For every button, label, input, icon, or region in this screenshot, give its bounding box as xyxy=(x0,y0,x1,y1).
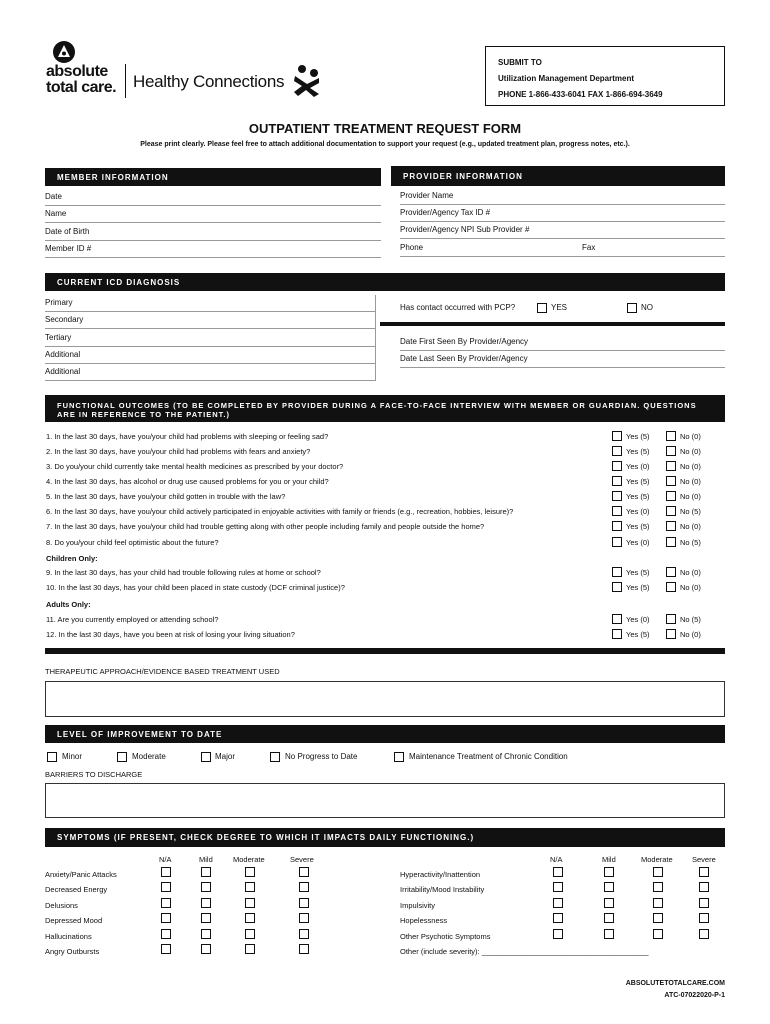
symptom-degree-left-2: Moderate xyxy=(233,855,265,864)
functional-question-6: 6. In the last 30 days, have you/your child actively participated in enjoyable activities with family or friends (e.g., recreation, hobbies, leisure)? xyxy=(46,507,514,516)
brand-name-line2: total care. xyxy=(46,79,117,96)
question-10-no-label: No (0) xyxy=(680,583,701,592)
question-11-yes-checkbox[interactable] xyxy=(612,614,622,624)
question-9-no-checkbox[interactable] xyxy=(666,567,676,577)
symptom-left-1-degree-3-checkbox[interactable] xyxy=(299,867,309,877)
icd-divider-bar xyxy=(380,322,725,326)
question-4-no-label: No (0) xyxy=(680,477,701,486)
question-12-yes-checkbox[interactable] xyxy=(612,629,622,639)
symptom-left-2-degree-0-checkbox[interactable] xyxy=(161,882,171,892)
symptom-left-6-degree-2-checkbox[interactable] xyxy=(245,944,255,954)
children-only-label: Children Only: xyxy=(46,554,98,563)
submit-to-label: SUBMIT TO xyxy=(498,58,542,67)
question-6-no-label: No (5) xyxy=(680,507,701,516)
question-11-no-label: No (5) xyxy=(680,615,701,624)
member-dob-field[interactable]: Date of Birth xyxy=(45,224,381,241)
symptom-right-1-degree-2-checkbox[interactable] xyxy=(653,867,663,877)
symptom-degree-right-1: Mild xyxy=(602,855,616,864)
question-3-no-checkbox[interactable] xyxy=(666,461,676,471)
question-8-no-label: No (5) xyxy=(680,538,701,547)
symptom-left-4-degree-0-checkbox[interactable] xyxy=(161,913,171,923)
symptom-left-5: Hallucinations xyxy=(45,932,92,941)
question-4-yes-checkbox[interactable] xyxy=(612,476,622,486)
question-9-no-label: No (0) xyxy=(680,568,701,577)
functional-question-5: 5. In the last 30 days, have you/your child gotten in trouble with the law? xyxy=(46,492,286,501)
question-12-no-label: No (0) xyxy=(680,630,701,639)
question-9-yes-label: Yes (5) xyxy=(626,568,650,577)
form-title: OUTPATIENT TREATMENT REQUEST FORM xyxy=(248,121,522,136)
barriers-label: BARRIERS TO DISCHARGE xyxy=(45,770,143,779)
symptom-right-4-degree-0-checkbox[interactable] xyxy=(553,913,563,923)
member-info-header: MEMBER INFORMATION xyxy=(45,168,381,186)
symptom-left-4-degree-3-checkbox[interactable] xyxy=(299,913,309,923)
symptom-right-3-degree-3-checkbox[interactable] xyxy=(699,898,709,908)
functional-question-1: 1. In the last 30 days, have you/your child had problems with sleeping or feeling sad? xyxy=(46,432,329,441)
symptom-left-3-degree-3-checkbox[interactable] xyxy=(299,898,309,908)
question-9-yes-checkbox[interactable] xyxy=(612,567,622,577)
symptom-right-2-degree-3-checkbox[interactable] xyxy=(699,882,709,892)
improvement-major-label: Major xyxy=(215,752,236,761)
symptom-right-4: Hopelessness xyxy=(400,916,448,925)
member-date-field[interactable]: Date xyxy=(45,189,381,206)
question-6-yes-label: Yes (0) xyxy=(626,507,650,516)
symptom-left-1: Anxiety/Panic Attacks xyxy=(45,870,117,879)
partner-name: Healthy Connections xyxy=(133,72,285,91)
provider-fax-label: Fax xyxy=(582,243,596,252)
symptom-right-2-degree-1-checkbox[interactable] xyxy=(604,882,614,892)
question-2-yes-label: Yes (5) xyxy=(626,447,650,456)
functional-question-3: 3. Do you/your child currently take mental health medicines as prescribed by your doctor? xyxy=(46,462,344,471)
pcp-yes-label: YES xyxy=(551,303,568,312)
icd-tertiary-field[interactable]: Tertiary xyxy=(45,330,375,347)
functional-question-12: 12. In the last 30 days, have you been at risk of losing your living situation? xyxy=(46,630,295,639)
pcp-no-label: NO xyxy=(641,303,653,312)
symptom-right-1-degree-3-checkbox[interactable] xyxy=(699,867,709,877)
symptom-right-3: Impulsivity xyxy=(400,901,436,910)
symptom-degree-left-1: Mild xyxy=(199,855,213,864)
question-1-no-checkbox[interactable] xyxy=(666,431,676,441)
symptom-left-2-degree-2-checkbox[interactable] xyxy=(245,882,255,892)
logo-divider xyxy=(125,64,126,98)
question-2-no-label: No (0) xyxy=(680,447,701,456)
member-name-field[interactable]: Name xyxy=(45,206,381,223)
icd-additional-field-2[interactable]: Additional xyxy=(45,364,375,381)
symptom-right-3-degree-2-checkbox[interactable] xyxy=(653,898,663,908)
question-5-yes-label: Yes (5) xyxy=(626,492,650,501)
symptom-right-1-degree-0-checkbox[interactable] xyxy=(553,867,563,877)
icd-additional-field-1[interactable]: Additional xyxy=(45,347,375,364)
absolute-logo-icon xyxy=(52,40,76,64)
question-10-no-checkbox[interactable] xyxy=(666,582,676,592)
symptom-left-4-degree-1-checkbox[interactable] xyxy=(201,913,211,923)
symptom-right-3-degree-1-checkbox[interactable] xyxy=(604,898,614,908)
improvement-header: LEVEL OF IMPROVEMENT TO DATE xyxy=(45,725,725,743)
date-last-seen-field[interactable]: Date Last Seen By Provider/Agency xyxy=(400,351,725,368)
question-1-no-label: No (0) xyxy=(680,432,701,441)
provider-name-field[interactable]: Provider Name xyxy=(400,188,725,205)
symptom-left-4-degree-2-checkbox[interactable] xyxy=(245,913,255,923)
improvement-maintenance-label: Maintenance Treatment of Chronic Condition xyxy=(409,752,568,761)
provider-tax-id-field[interactable]: Provider/Agency Tax ID # xyxy=(400,205,725,222)
symptom-left-4: Depressed Mood xyxy=(45,916,103,925)
date-first-seen-field[interactable]: Date First Seen By Provider/Agency xyxy=(400,334,725,351)
symptom-left-6-degree-0-checkbox[interactable] xyxy=(161,944,171,954)
question-2-yes-checkbox[interactable] xyxy=(612,446,622,456)
therapeutic-divider-bar xyxy=(45,648,725,654)
symptom-left-6-degree-1-checkbox[interactable] xyxy=(201,944,211,954)
improvement-moderate-checkbox[interactable] xyxy=(117,752,127,762)
question-7-no-label: No (0) xyxy=(680,522,701,531)
symptom-left-6-degree-3-checkbox[interactable] xyxy=(299,944,309,954)
footer-form-code: ATC-07022020-P-1 xyxy=(664,992,725,999)
question-4-no-checkbox[interactable] xyxy=(666,476,676,486)
pcp-no-checkbox[interactable] xyxy=(627,303,637,313)
improvement-no-progress-label: No Progress to Date xyxy=(285,752,358,761)
question-6-no-checkbox[interactable] xyxy=(666,506,676,516)
symptom-left-2-degree-1-checkbox[interactable] xyxy=(201,882,211,892)
symptom-right-5-degree-3-checkbox[interactable] xyxy=(699,929,709,939)
brand-name-line1: absolute xyxy=(46,63,108,80)
symptom-left-1-degree-2-checkbox[interactable] xyxy=(245,867,255,877)
question-3-no-label: No (0) xyxy=(680,462,701,471)
member-id-field[interactable]: Member ID # xyxy=(45,241,381,258)
question-3-yes-checkbox[interactable] xyxy=(612,461,622,471)
submit-to-box xyxy=(485,46,725,106)
submit-phone-fax: PHONE 1-866-433-6041 FAX 1-866-694-3649 xyxy=(498,90,663,99)
symptom-left-5-degree-0-checkbox[interactable] xyxy=(161,929,171,939)
question-10-yes-label: Yes (5) xyxy=(626,583,650,592)
improvement-minor-label: Minor xyxy=(62,752,83,761)
symptom-right-2-degree-2-checkbox[interactable] xyxy=(653,882,663,892)
symptom-right-4-degree-2-checkbox[interactable] xyxy=(653,913,663,923)
symptom-degree-right-0: N/A xyxy=(550,855,563,864)
question-7-no-checkbox[interactable] xyxy=(666,521,676,531)
question-8-yes-label: Yes (0) xyxy=(626,538,650,547)
improvement-major-checkbox[interactable] xyxy=(201,752,211,762)
symptom-right-6: Other (include severity): ________________________________________ xyxy=(400,947,649,956)
symptom-left-2: Decreased Energy xyxy=(45,885,108,894)
symptom-right-5-degree-0-checkbox[interactable] xyxy=(553,929,563,939)
question-8-no-checkbox[interactable] xyxy=(666,537,676,547)
functional-outcomes-header: FUNCTIONAL OUTCOMES (TO BE COMPLETED BY PROVIDER DURING A FACE-TO-FACE INTERVIEW WITH MEMBER OR GUARDIAN. QUESTIONS ARE IN REFERENCE TO THE PATIENT.) xyxy=(45,395,725,422)
therapeutic-textbox[interactable] xyxy=(45,681,725,717)
symptom-right-1-degree-1-checkbox[interactable] xyxy=(604,867,614,877)
symptom-right-2-degree-0-checkbox[interactable] xyxy=(553,882,563,892)
question-12-no-checkbox[interactable] xyxy=(666,629,676,639)
icd-diagnosis-header: CURRENT ICD DIAGNOSIS xyxy=(45,273,725,291)
question-6-yes-checkbox[interactable] xyxy=(612,506,622,516)
symptom-right-4-degree-3-checkbox[interactable] xyxy=(699,913,709,923)
symptom-degree-left-0: N/A xyxy=(159,855,172,864)
question-7-yes-checkbox[interactable] xyxy=(612,521,622,531)
question-5-no-checkbox[interactable] xyxy=(666,491,676,501)
question-10-yes-checkbox[interactable] xyxy=(612,582,622,592)
question-1-yes-checkbox[interactable] xyxy=(612,431,622,441)
symptom-left-5-degree-3-checkbox[interactable] xyxy=(299,929,309,939)
symptom-left-2-degree-3-checkbox[interactable] xyxy=(299,882,309,892)
pcp-contact-question: Has contact occurred with PCP? xyxy=(400,303,516,312)
form-subtitle: Please print clearly. Please feel free to attach additional documentation to support your request (e.g., updated treatment plan, progress notes, etc.). xyxy=(140,141,630,148)
question-11-no-checkbox[interactable] xyxy=(666,614,676,624)
healthy-connections-logo-icon xyxy=(292,64,322,98)
adults-only-label: Adults Only: xyxy=(46,600,91,609)
pcp-yes-checkbox[interactable] xyxy=(537,303,547,313)
footer-site: ABSOLUTETOTALCARE.COM xyxy=(625,980,725,987)
symptom-degree-right-3: Severe xyxy=(692,855,716,864)
improvement-moderate-label: Moderate xyxy=(132,752,166,761)
improvement-no-progress-checkbox[interactable] xyxy=(270,752,280,762)
symptom-right-5-degree-1-checkbox[interactable] xyxy=(604,929,614,939)
barriers-textbox[interactable] xyxy=(45,783,725,818)
icd-primary-field[interactable]: Primary xyxy=(45,295,375,312)
icd-secondary-field[interactable]: Secondary xyxy=(45,312,375,329)
symptom-right-1: Hyperactivity/Inattention xyxy=(400,870,481,879)
symptoms-header: SYMPTOMS (IF PRESENT, CHECK DEGREE TO WHICH IT IMPACTS DAILY FUNCTIONING.) xyxy=(45,828,725,847)
question-4-yes-label: Yes (5) xyxy=(626,477,650,486)
symptom-left-3-degree-1-checkbox[interactable] xyxy=(201,898,211,908)
question-1-yes-label: Yes (5) xyxy=(626,432,650,441)
symptom-left-5-degree-2-checkbox[interactable] xyxy=(245,929,255,939)
symptom-right-4-degree-1-checkbox[interactable] xyxy=(604,913,614,923)
symptom-left-1-degree-0-checkbox[interactable] xyxy=(161,867,171,877)
question-7-yes-label: Yes (5) xyxy=(626,522,650,531)
question-11-yes-label: Yes (0) xyxy=(626,615,650,624)
symptom-left-3: Delusions xyxy=(45,901,78,910)
symptom-left-6: Angry Outbursts xyxy=(45,947,100,956)
provider-phone-field[interactable]: Phone Fax xyxy=(400,240,725,257)
therapeutic-label: THERAPEUTIC APPROACH/EVIDENCE BASED TREATMENT USED xyxy=(45,667,280,676)
symptom-left-3-degree-2-checkbox[interactable] xyxy=(245,898,255,908)
functional-question-2: 2. In the last 30 days, have you/your child had problems with fears and anxiety? xyxy=(46,447,311,456)
functional-question-11: 11. Are you currently employed or attending school? xyxy=(46,615,219,624)
question-5-no-label: No (0) xyxy=(680,492,701,501)
question-5-yes-checkbox[interactable] xyxy=(612,491,622,501)
functional-question-10: 10. In the last 30 days, has your child been placed in state custody (DCF criminal justice)? xyxy=(46,583,345,592)
symptom-right-5: Other Psychotic Symptoms xyxy=(400,932,491,941)
improvement-maintenance-checkbox[interactable] xyxy=(394,752,404,762)
functional-question-9: 9. In the last 30 days, has your child had trouble following rules at home or school? xyxy=(46,568,321,577)
symptom-left-1-degree-1-checkbox[interactable] xyxy=(201,867,211,877)
provider-info-header: PROVIDER INFORMATION xyxy=(391,166,725,186)
question-8-yes-checkbox[interactable] xyxy=(612,537,622,547)
symptom-left-5-degree-1-checkbox[interactable] xyxy=(201,929,211,939)
functional-question-4: 4. In the last 30 days, has alcohol or drug use caused problems for you or your child? xyxy=(46,477,329,486)
symptom-right-2: Irritability/Mood Instability xyxy=(400,885,485,894)
question-2-no-checkbox[interactable] xyxy=(666,446,676,456)
symptom-left-3-degree-0-checkbox[interactable] xyxy=(161,898,171,908)
functional-question-7: 7. In the last 30 days, have you/your child had trouble getting along with other people including family and people outside the home? xyxy=(46,522,485,531)
provider-npi-field[interactable]: Provider/Agency NPI Sub Provider # xyxy=(400,222,725,239)
symptom-degree-left-3: Severe xyxy=(290,855,314,864)
functional-question-8: 8. Do you/your child feel optimistic about the future? xyxy=(46,538,219,547)
question-12-yes-label: Yes (5) xyxy=(626,630,650,639)
symptom-degree-right-2: Moderate xyxy=(641,855,673,864)
question-3-yes-label: Yes (0) xyxy=(626,462,650,471)
improvement-minor-checkbox[interactable] xyxy=(47,752,57,762)
submit-department: Utilization Management Department xyxy=(498,74,635,83)
symptom-right-3-degree-0-checkbox[interactable] xyxy=(553,898,563,908)
icd-column-divider xyxy=(375,295,376,381)
symptom-right-5-degree-2-checkbox[interactable] xyxy=(653,929,663,939)
